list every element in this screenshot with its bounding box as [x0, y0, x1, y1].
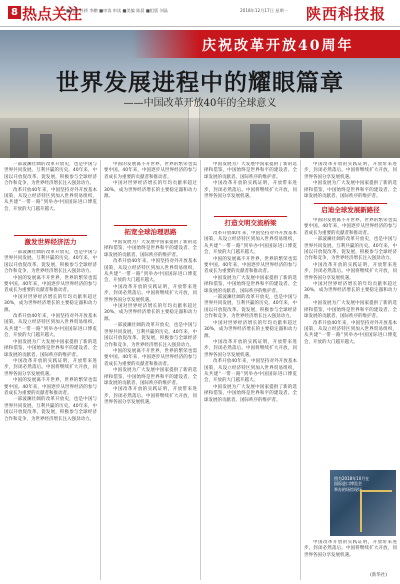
paragraph: 改革开放40年来，中国坚持对外开放基本国策，从设立经济特区到加入世界贸易组织，从共建“一带一路”到举办中国国际进口博览会，开放的大门越开越大。	[304, 320, 397, 345]
section-head-2: 拓宽全球治理思路	[124, 228, 177, 236]
article-column-2a	[104, 162, 197, 232]
news-photo	[330, 470, 396, 536]
article-column-1b	[4, 250, 97, 580]
paragraph: 中国对世界经济增长的年均贡献率超过30%，成为世界经济增长的主要稳定器和动力源。	[104, 181, 197, 200]
article-column-4b	[304, 218, 397, 466]
article-column-1a	[4, 162, 97, 232]
paragraph: 中国发展为广大发展中国家提供了新的选择和借鉴，中国始终是世界和平的建设者、全球发展的贡献者、国际秩序的维护者。	[104, 240, 197, 258]
anniversary-ribbon	[132, 30, 400, 58]
section-head-3: 打造文明交流桥梁	[224, 219, 277, 227]
paragraph: 中国改革开放的实践证明，开放带来进步，封闭必然落后。中国将继续扩大开放，同世界各国分享发展机遇。	[204, 339, 297, 358]
paragraph: 中国的发展离不开世界，世界的繁荣也需要中国。40年来，中国逐步从世界经济的参与者成长为重要的贡献者和推动者。	[4, 378, 97, 396]
paragraph: 中国改革开放的实践证明，开放带来进步，封闭必然落后。中国将继续扩大开放，同世界各国分享发展机遇。	[104, 284, 197, 303]
paragraph: 中国改革开放的实践证明，开放带来进步，封闭必然落后。中国将继续扩大开放，同世界各国分享发展机遇。	[304, 162, 397, 180]
paragraph: 改革开放40年来，中国坚持对外开放基本国策，从设立经济特区到加入世界贸易组织，从共建“一带一路”到举办中国国际进口博览会，开放的大门越开越大。	[4, 187, 97, 212]
paragraph: 中国发展为广大发展中国家提供了新的选择和借鉴，中国始终是世界和平的建设者、全球发展的贡献者、国际秩序的维护者。	[204, 162, 297, 180]
paragraph: 中国改革开放的实践证明，开放带来进步，封闭必然落后。中国将继续扩大开放，同世界各国分享发展机遇。	[304, 262, 397, 281]
section-head-4: 启迪全球发展新路径	[321, 206, 380, 214]
photo-caption: 图为2018年10月在 国际进口博览会 举办的场馆现场。	[334, 476, 370, 492]
paragraph: 中国发展为广大发展中国家提供了新的选择和借鉴，中国始终是世界和平的建设者、全球发展的贡献者、国际秩序的维护者。	[304, 301, 397, 320]
paragraph: 改革开放40年来，中国坚持对外开放基本国策，从设立经济特区到加入世界贸易组织，从共建“一带一路”到举办中国国际进口博览会，开放的大门越开越大。	[4, 314, 97, 339]
subheadline: ——中国改革开放40年的全球意义	[123, 98, 277, 109]
section-rule	[214, 216, 287, 217]
paragraph: 一部波澜壮阔的改革开放史，也是中国与世界共同发展、互利共赢的历史。40年来，中国以开放促改革、促发展，积极参与全球经济合作和竞争，为世界经济增长注入强劲动力。	[4, 397, 97, 422]
section-head-1: 激发世界经济活力	[24, 238, 77, 246]
article-column-3a	[204, 162, 297, 212]
paragraph: 中国的发展离不开世界，世界的繁荣也需要中国。40年来，中国逐步从世界经济的参与者成长为重要的贡献者和推动者。	[4, 275, 97, 294]
section-rule	[314, 203, 387, 204]
paragraph: 中国的发展离不开世界，世界的繁荣也需要中国。40年来，中国逐步从世界经济的参与者成长为重要的贡献者和推动者。	[104, 162, 197, 180]
paragraph: 中国发展为广大发展中国家提供了新的选择和借鉴，中国始终是世界和平的建设者、全球发展的贡献者、国际秩序的维护者。	[204, 275, 297, 294]
paragraph: 一部波澜壮阔的改革开放史，也是中国与世界共同发展、互利共赢的历史。40年来，中国以开放促改革、促发展，积极参与全球经济合作和竞争，为世界经济增长注入强劲动力。	[4, 250, 97, 275]
paragraph: 一部波澜壮阔的改革开放史，也是中国与世界共同发展、互利共赢的历史。40年来，中国以开放促改革、促发展，积极参与全球经济合作和竞争，为世界经济增长注入强劲动力。	[104, 323, 197, 348]
section-rule	[14, 235, 87, 236]
newspaper-name: 陕西科技报	[306, 5, 387, 23]
paragraph: 中国改革开放的实践证明，开放带来进步，封闭必然落后。中国将继续扩大开放，同世界各国分享发展机遇。	[4, 358, 97, 377]
page-number: 8	[8, 6, 21, 19]
paragraph: 中国发展为广大发展中国家提供了新的选择和借鉴，中国始终是世界和平的建设者、全球发展的贡献者、国际秩序的维护者。	[4, 339, 97, 358]
article-source: (新华社)	[370, 573, 388, 578]
paragraph: 改革开放40年来，中国坚持对外开放基本国策，从设立经济特区到加入世界贸易组织，从共建“一带一路”到举办中国国际进口博览会，开放的大门越开越大。	[204, 359, 297, 384]
paragraph: 一部波澜壮阔的改革开放史，也是中国与世界共同发展、互利共赢的历史。40年来，中国以开放促改革、促发展，积极参与全球经济合作和竞争，为世界经济增长注入强劲动力。	[304, 237, 397, 262]
ribbon-text: 庆祝改革开放40周年	[202, 38, 354, 54]
issue-date: 2018年12月17日 星期一	[240, 8, 288, 13]
section-rule	[114, 225, 187, 226]
paragraph: 中国对世界经济增长的年均贡献率超过30%，成为世界经济增长的主要稳定器和动力源。	[4, 294, 97, 313]
paragraph: 中国发展为广大发展中国家提供了新的选择和借鉴，中国始终是世界和平的建设者、全球发展的贡献者、国际秩序的维护者。	[304, 181, 397, 200]
paragraph: 中国改革开放的实践证明，开放带来进步，封闭必然落后。中国将继续扩大开放，同世界各国分享发展机遇。	[204, 181, 297, 200]
paragraph: 一部波澜壮阔的改革开放史，也是中国与世界共同发展、互利共赢的历史。40年来，中国以开放促改革、促发展，积极参与全球经济合作和竞争，为世界经济增长注入强劲动力。	[4, 162, 97, 187]
article-column-2b	[104, 240, 197, 580]
paragraph: 中国改革开放的实践证明，开放带来进步，封闭必然落后。中国将继续扩大开放，同世界各国分享发展机遇。	[104, 387, 197, 406]
paragraph: 中国的发展离不开世界，世界的繁荣也需要中国。40年来，中国逐步从世界经济的参与者成长为重要的贡献者和推动者。	[204, 256, 297, 275]
paragraph: 中国发展为广大发展中国家提供了新的选择和借鉴，中国始终是世界和平的建设者、全球发展的贡献者、国际秩序的维护者。	[204, 384, 297, 403]
page-header	[0, 0, 400, 27]
paragraph: 中国对世界经济增长的年均贡献率超过30%，成为世界经济增长的主要稳定器和动力源。	[304, 282, 397, 300]
paragraph: 中国的发展离不开世界，世界的繁荣也需要中国。40年来，中国逐步从世界经济的参与者成长为重要的贡献者和推动者。	[104, 348, 197, 367]
paragraph: 中国改革开放的实践证明，开放带来进步，封闭必然落后。中国将继续扩大开放，同世界各国分享发展机遇。	[304, 540, 397, 558]
main-headline: 世界发展进程中的耀眼篇章	[56, 69, 344, 96]
paragraph: 改革开放40年来，中国坚持对外开放基本国策，从设立经济特区到加入世界贸易组织，从共建“一带一路”到举办中国国际进口博览会，开放的大门越开越大。	[204, 231, 297, 256]
article-column-4a	[304, 162, 397, 200]
paragraph: 中国的发展离不开世界，世界的繁荣也需要中国。40年来，中国逐步从世界经济的参与者成长为重要的贡献者和推动者。	[304, 218, 397, 236]
article-column-4c	[304, 540, 397, 570]
paragraph: 中国发展为广大发展中国家提供了新的选择和借鉴，中国始终是世界和平的建设者、全球发展的贡献者、国际秩序的维护者。	[104, 368, 197, 386]
paragraph: 改革开放40年来，中国坚持对外开放基本国策，从设立经济特区到加入世界贸易组织，从共建“一带一路”到举办中国国际进口博览会，开放的大门越开越大。	[104, 259, 197, 284]
paragraph: 中国对世界经济增长的年均贡献率超过30%，成为世界经济增长的主要稳定器和动力源。	[204, 320, 297, 339]
section-title: 热点关注	[22, 5, 83, 23]
article-column-3b	[204, 231, 297, 580]
paragraph: 一部波澜壮阔的改革开放史，也是中国与世界共同发展、互利共赢的历史。40年来，中国以开放促改革、促发展，积极参与全球经济合作和竞争，为世界经济增长注入强劲动力。	[204, 295, 297, 320]
editor-credits: ■责编 杜桥 李鹏 ■审读 审读 ■美编 陈晨 ■组版 刘晶	[66, 8, 168, 13]
paragraph: 中国对世界经济增长的年均贡献率超过30%，成为世界经济增长的主要稳定器和动力源。	[104, 304, 197, 322]
